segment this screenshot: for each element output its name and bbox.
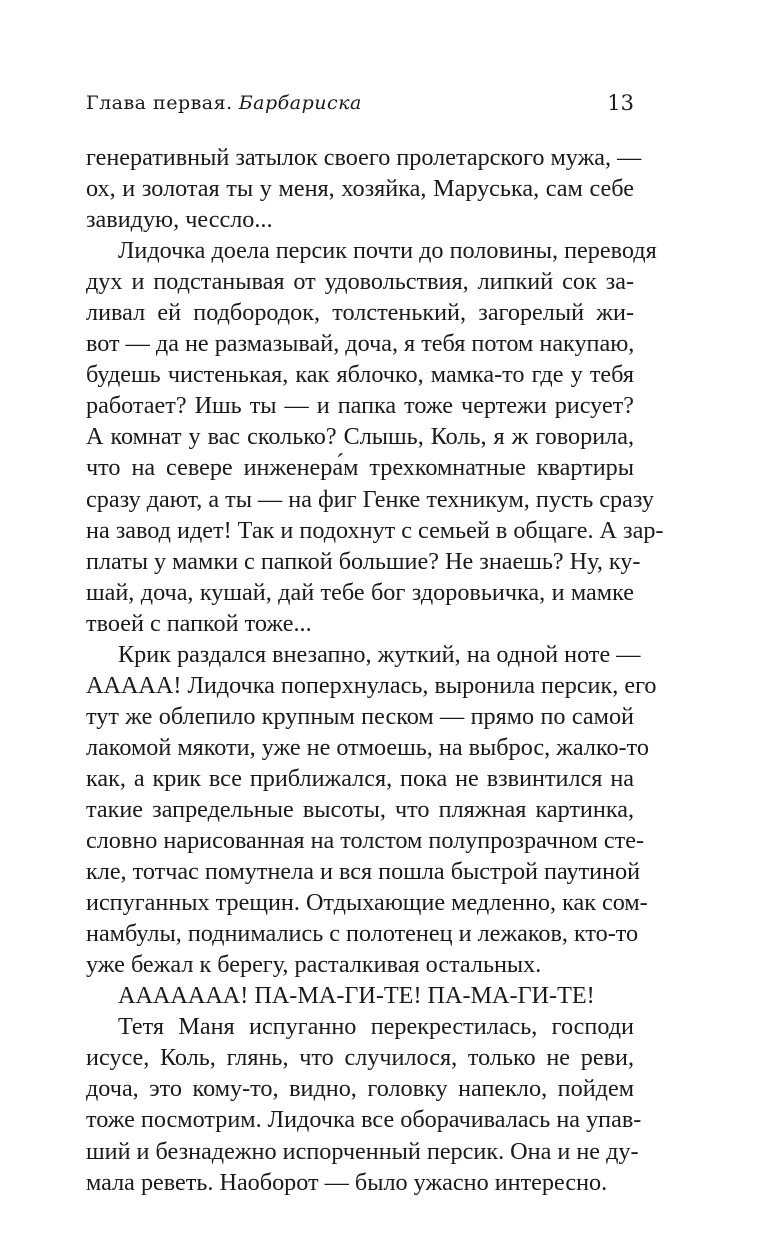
text-line: тут же облепило крупным песком — прямо по самой (86, 702, 634, 730)
text-line: А комнат у вас сколько? Слышь, Коль, я ж говорила, (86, 423, 634, 451)
body-text (86, 142, 664, 1198)
chapter-label: Глава первая. (86, 92, 233, 114)
text-line: на завод идет! Так и подохнут с семьей в общаге. А зар- (86, 516, 664, 544)
text-line: тоже посмотрим. Лидочка все оборачивалась на упав- (86, 1106, 642, 1134)
text-line: работает? Ишь ты — и папка тоже чертежи рисует? (86, 392, 634, 420)
text-line: шай, доча, кушай, дай тебе бог здоровьичка, и мамке (86, 578, 634, 606)
text-line: такие запредельные высоты, что пляжная картинка, (86, 795, 634, 823)
text-line: как, а крик все приближался, пока не взвинтился на (86, 764, 634, 792)
text-line: Лидочка доела персик почти до половины, переводя (118, 237, 657, 265)
text-line: АААААAA! ПА-МА-ГИ-ТЕ! ПА-МА-ГИ-ТЕ! (118, 982, 595, 1010)
text-line: платы у мамки с папкой большие? Не знаешь? Ну, ку- (86, 547, 641, 575)
text-line: словно нарисованная на толстом полупрозрачном сте- (86, 827, 644, 855)
text-line: исусе, Коль, глянь, что случилося, только не реви, (86, 1044, 634, 1072)
text-line: кле, тотчас помутнела и вся пошла быстрой паутиной (86, 858, 641, 886)
text-line: ох, и золотая ты у меня, хозяйка, Маруська, сам себе (86, 175, 634, 203)
text-line: доча, это кому-то, видно, головку напекло, пойдем (86, 1075, 634, 1103)
page-number: 13 (607, 91, 634, 115)
text-line: лакомой мякоти, уже не отмоешь, на выброс, жалко-то (86, 733, 649, 761)
text-line: Крик раздался внезапно, жуткий, на одной ноте — (118, 640, 641, 668)
text-line: Тетя Маня испуганно перекрестилась, господи (118, 1013, 634, 1041)
text-line: АААAA! Лидочка поперхнулась, выронила персик, его (86, 671, 657, 699)
text-line: завидую, чессло... (86, 206, 273, 234)
text-line: что на севере инженера́м трехкомнатные квартиры (86, 454, 634, 482)
text-line: мала реветь. Наоборот — было ужасно интересно. (86, 1168, 608, 1196)
running-head (86, 88, 634, 118)
text-line: намбулы, поднимались с полотенец и лежаков, кто-то (86, 920, 639, 948)
text-line: генеративный затылок своего пролетарского мужа, — (86, 144, 642, 171)
text-line: ший и безнадежно испорченный персик. Она и не ду- (86, 1137, 639, 1165)
text-line: уже бежал к берегу, расталкивая остальных. (86, 951, 542, 979)
text-line: сразу дают, а ты — на фиг Генке техникум, пусть сразу (86, 485, 655, 513)
text-line: испуганных трещин. Отдыхающие медленно, как сом- (86, 889, 648, 917)
text-line: твоей с папкой тоже... (86, 609, 312, 637)
text-line: дух и подстанывая от удовольствия, липкий сок за- (86, 268, 634, 296)
text-line: ливал ей подбородок, толстенький, загорелый жи- (86, 299, 634, 327)
chapter-title: Барбариска (238, 92, 362, 114)
text-line: вот — да не размазывай, доча, я тебя потом накупаю, (86, 330, 635, 358)
text-line: будешь чистенькая, как яблочко, мамка-то где у тебя (86, 361, 634, 389)
